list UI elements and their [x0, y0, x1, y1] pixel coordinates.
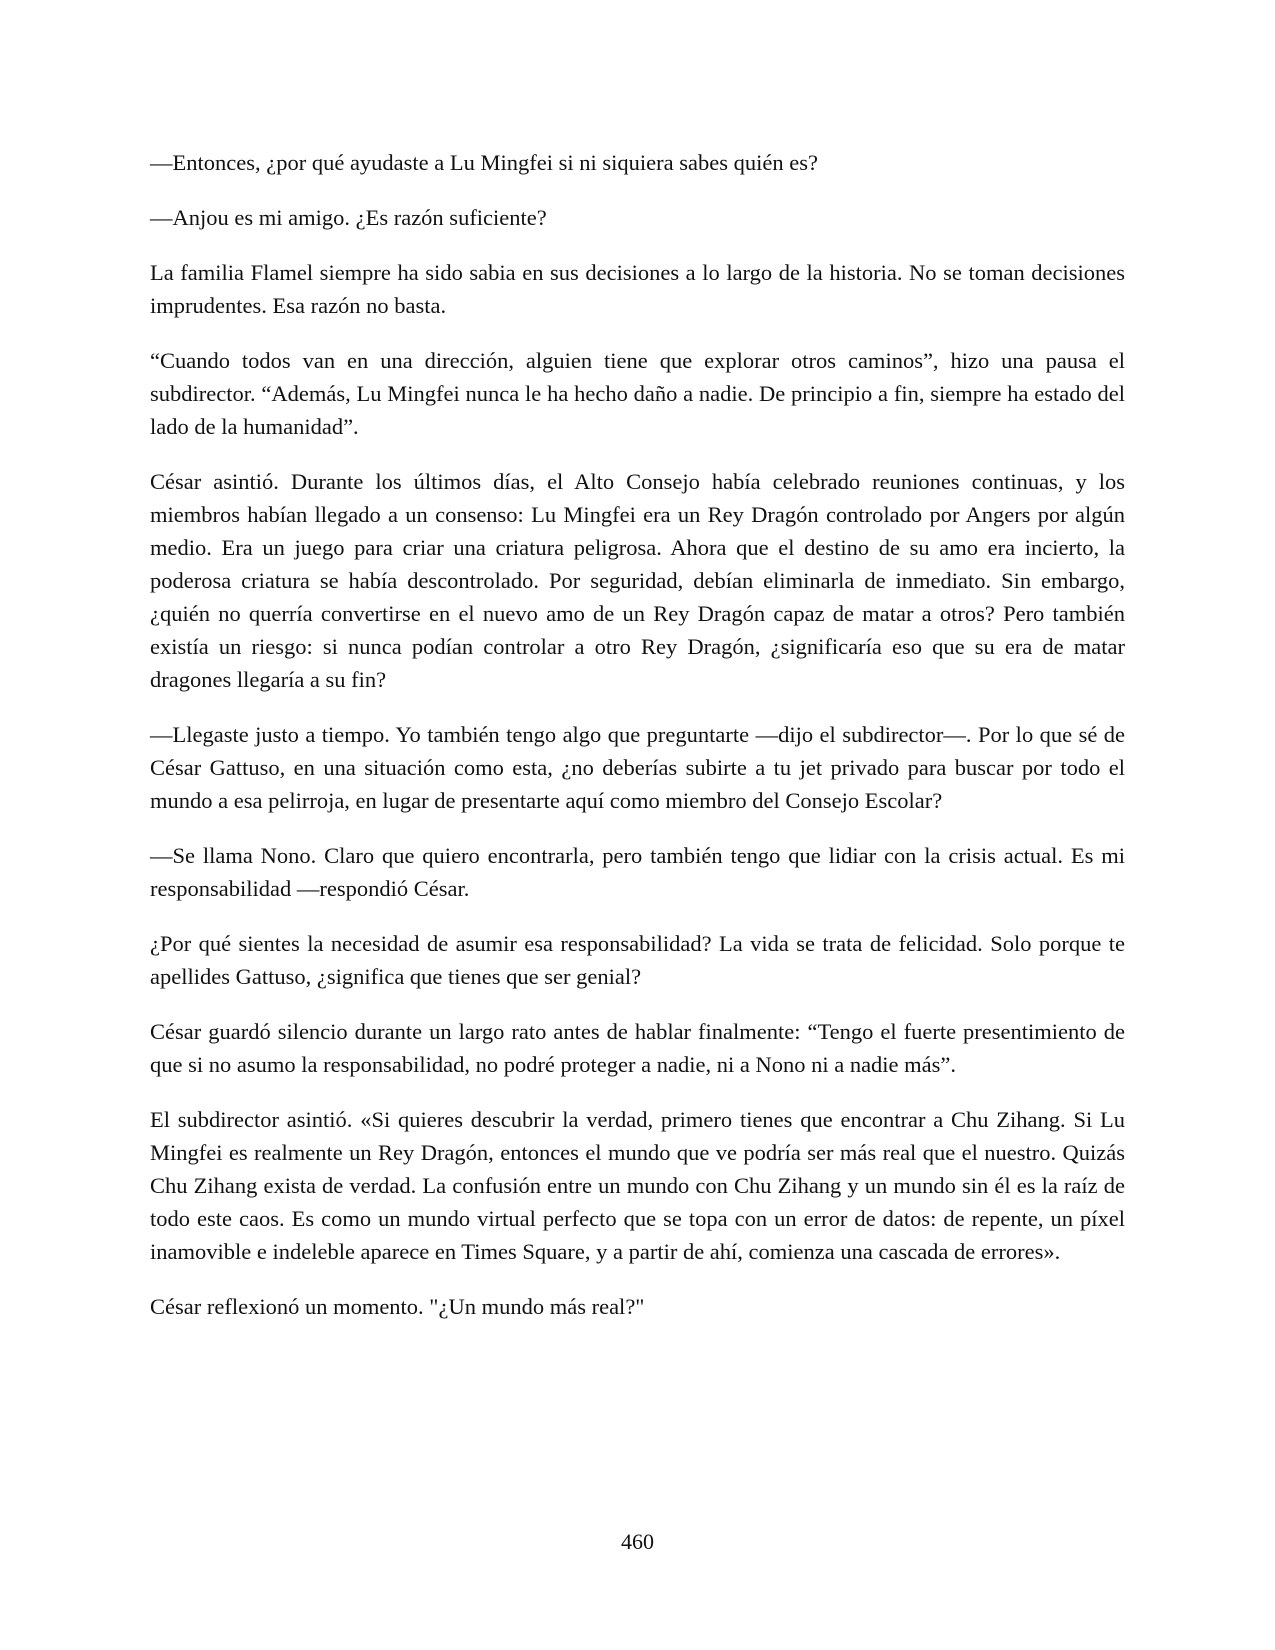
paragraph-6: —Llegaste justo a tiempo. Yo también tengo algo que preguntarte —dijo el subdirector—. Por lo que sé de César Gattuso, en una situación como esta, ¿no deberías subirte a tu jet privado para buscar por todo el mundo a esa pelirroja, en lugar de presentarte aquí como miembro del Consejo Escolar?: [150, 722, 1125, 813]
paragraph-11: César reflexionó un momento. "¿Un mundo más real?": [150, 1294, 645, 1319]
page-body: [150, 146, 1125, 1345]
page-number: 460: [621, 1529, 654, 1554]
paragraph-8: ¿Por qué sientes la necesidad de asumir esa responsabilidad? La vida se trata de felicidad. Solo porque te apellides Gattuso, ¿significa que tienes que ser genial?: [150, 931, 1125, 989]
paragraph-10: El subdirector asintió. «Si quieres descubrir la verdad, primero tienes que encontrar a Chu Zihang. Si Lu Mingfei es realmente un Rey Dragón, entonces el mundo que ve podría ser más real que el nuestro. Quizás Chu Zihang exista de verdad. La confusión entre un mundo con Chu Zihang y un mundo sin él es la raíz de todo este caos. Es como un mundo virtual perfecto que se topa con un error de datos: de repente, un píxel inamovible e indeleble aparece en Times Square, y a partir de ahí, comienza una cascada de errores».: [150, 1107, 1125, 1264]
paragraph-2: —Anjou es mi amigo. ¿Es razón suficiente?: [150, 205, 547, 230]
paragraph-1: —Entonces, ¿por qué ayudaste a Lu Mingfei si ni siquiera sabes quién es?: [150, 150, 818, 175]
paragraph-4: “Cuando todos van en una dirección, alguien tiene que explorar otros caminos”, hizo una pausa el subdirector. “Además, Lu Mingfei nunca le ha hecho daño a nadie. De principio a fin, siempre ha estado del lado de la humanidad”.: [150, 348, 1125, 439]
paragraph-7: —Se llama Nono. Claro que quiero encontrarla, pero también tengo que lidiar con la crisis actual. Es mi responsabilidad —respondió César.: [150, 843, 1125, 901]
paragraph-5: César asintió. Durante los últimos días, el Alto Consejo había celebrado reuniones continuas, y los miembros habían llegado a un consenso: Lu Mingfei era un Rey Dragón controlado por Angers por algún medio. Era un juego para criar una criatura peligrosa. Ahora que el destino de su amo era incierto, la poderosa criatura se había descontrolado. Por seguridad, debían eliminarla de inmediato. Sin embargo, ¿quién no querría convertirse en el nuevo amo de un Rey Dragón capaz de matar a otros? Pero también existía un riesgo: si nunca podían controlar a otro Rey Dragón, ¿significaría eso que su era de matar dragones llegaría a su fin?: [150, 469, 1125, 692]
paragraph-3: La familia Flamel siempre ha sido sabia en sus decisiones a lo largo de la historia. No se toman decisiones imprudentes. Esa razón no basta.: [150, 260, 1125, 318]
paragraph-9: César guardó silencio durante un largo rato antes de hablar finalmente: “Tengo el fuerte presentimiento de que si no asumo la responsabilidad, no podré proteger a nadie, ni a Nono ni a nadie más”.: [150, 1019, 1125, 1077]
